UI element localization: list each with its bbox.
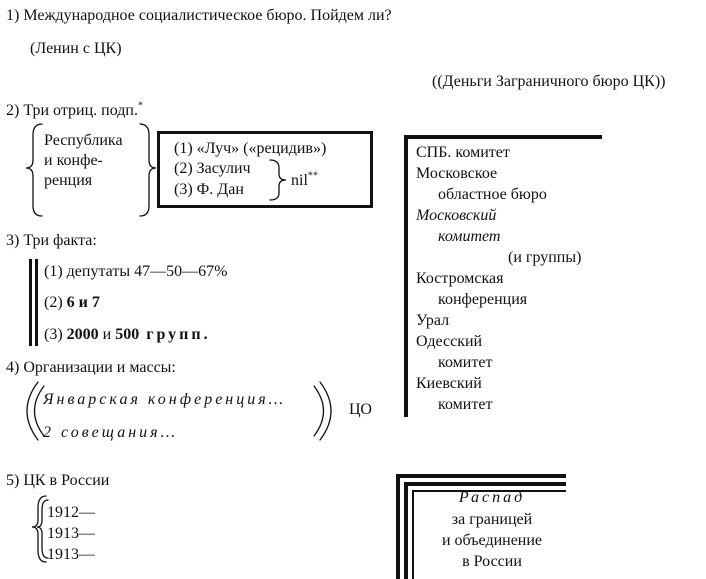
footnote-mark: * xyxy=(137,100,143,112)
year-3: 1913— xyxy=(47,546,95,563)
decay-frame-outer-top xyxy=(396,474,566,478)
fact-1: (1) депутаты 47—50—67% xyxy=(44,263,228,280)
list-item: (и группы) xyxy=(508,249,582,266)
year-1: 1912— xyxy=(47,504,95,521)
box-line-1: (1) «Луч» («рецидив») xyxy=(174,140,327,157)
list-top-bar xyxy=(404,135,602,139)
right-paren-inner xyxy=(314,386,324,436)
list-item: Московское xyxy=(416,165,498,182)
list-item: комитет xyxy=(438,228,501,245)
year-2: 1913— xyxy=(47,525,95,542)
year-brace-outer xyxy=(32,496,46,562)
facts-bar-1 xyxy=(29,259,32,346)
decay-frame-outer-left xyxy=(396,474,400,579)
footnote-mark-2: ** xyxy=(307,170,318,182)
item4-title: 4) Организации и массы: xyxy=(6,359,176,376)
decay-frame-inner-left xyxy=(412,490,414,579)
decay-frame-mid-top xyxy=(404,482,566,486)
left-brace xyxy=(26,124,42,216)
list-left-bar xyxy=(404,135,408,417)
brace-line-2: и конфе- xyxy=(44,152,103,169)
decay-line-2: за границей xyxy=(451,511,533,528)
list-item: Урал xyxy=(416,312,450,329)
list-item: конференция xyxy=(438,291,528,308)
facts-bar-2 xyxy=(35,259,38,346)
co-label: ЦО xyxy=(349,401,372,418)
decay-line-3: и объединение xyxy=(441,532,543,549)
brace-line-1: Республика xyxy=(44,132,123,149)
fact-2: (2) 6 и 7 xyxy=(44,294,100,311)
decay-frame-mid-left xyxy=(404,482,408,579)
list-item: Московский xyxy=(416,207,497,224)
list-item: СПБ. комитет xyxy=(416,144,510,161)
right-brace xyxy=(140,124,156,216)
item1-title: 1) Международное социалистическое бюро. Пойдем ли? xyxy=(6,7,392,24)
box-line-2: (2) Засулич xyxy=(174,160,251,177)
brace-line-3: ренция xyxy=(44,172,93,189)
right-paren-outer xyxy=(320,382,331,440)
item2-title: 2) Три отриц. подп.* xyxy=(6,100,143,119)
list-item: областное бюро xyxy=(438,186,547,203)
list-item: Киевский xyxy=(416,375,482,392)
item5-title: 5) ЦК в России xyxy=(6,472,110,489)
two-meetings: 2 совещания… xyxy=(43,424,178,441)
decay-title: Распад xyxy=(458,489,526,506)
fact-3: (3) 2000 и 500 групп. xyxy=(44,326,211,343)
left-paren-outer xyxy=(27,382,38,440)
money-note: ((Деньги Заграничного бюро ЦК)) xyxy=(432,73,666,90)
decay-line-4: в России xyxy=(462,553,522,570)
box-line-3: (3) Ф. Дан xyxy=(174,181,244,198)
list-item: комитет xyxy=(438,396,493,413)
list-item: Одесский xyxy=(416,333,483,350)
lenin-note: (Ленин с ЦК) xyxy=(30,40,122,57)
item3-title: 3) Три факта: xyxy=(6,232,97,249)
list-item: комитет xyxy=(438,354,493,371)
nil-label: nil** xyxy=(291,170,318,189)
list-item: Костромская xyxy=(416,270,504,287)
january-conference: Январская конференция… xyxy=(43,391,286,408)
